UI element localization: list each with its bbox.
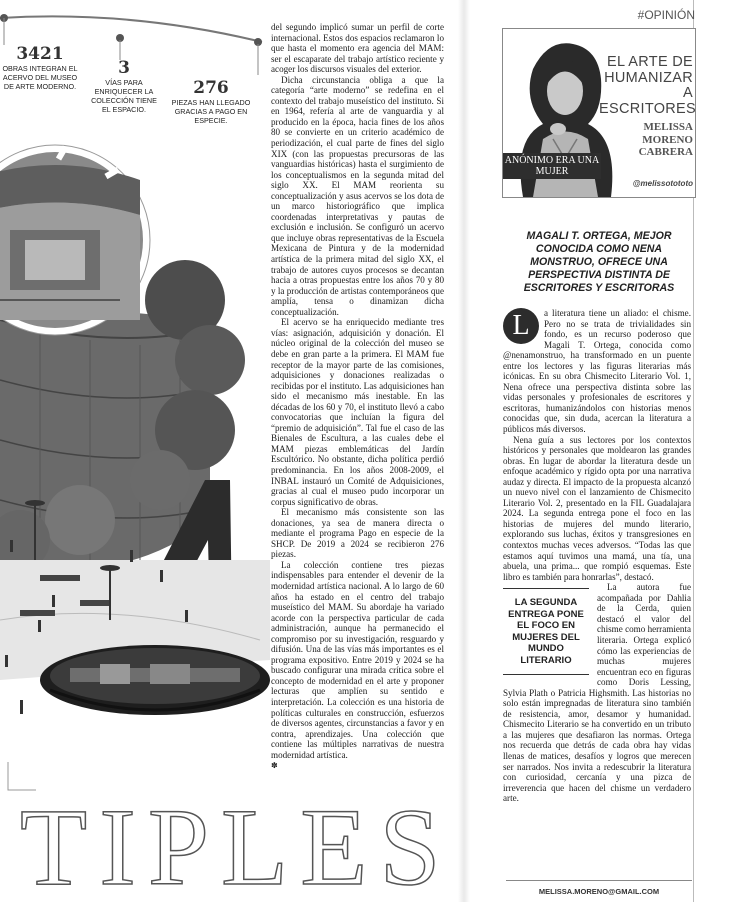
dropcap: L xyxy=(512,310,530,341)
museum-illustration xyxy=(0,0,270,902)
stat-label: OBRAS INTEGRAN EL ACERVO DEL MUSEO DE ARTE MODERNO. xyxy=(2,64,78,91)
article-paragraph: La colección contiene tres piezas indispensables para entender el devenir de la modernidad artística nacional. A lo largo de 60 años ha estado en el centro del trabajo museístico del MAM. Su abordaje ha variado acorde con la perspectiva particular de cada administración, aunque ha permanecido el compromiso por su investigación, resguardo y difusión. Una de las vías más importantes es el programa expositivo. Entre 2019 y 2024 se ha buscado configurar una mirada crítica sobre el concepto de modernidad en el arte y proponer lecturas que amplíen su sentido e interpretación. La colección es una historia de políticas culturales en construcción, esfuerzos de diversos agentes, circunstancias a favor y en contra, aprendizajes. Una colección que contiene las múltiples narrativas de nuestra modernidad artística. xyxy=(271,559,444,760)
column-header xyxy=(502,28,696,198)
article-paragraph: El acervo se ha enriquecido mediante tres vías: asignación, adquisición y donación. El núcleo original de la colección del museo se debe en gran parte a la primera. El MAM fue receptor de la mayor parte de las comisiones, adquisiciones y donaciones realizadas o recibidas por el instituto. Las adquisiciones han sido el mecanismo más inestable. En las décadas de los 60 y 70, el instituto llevó a cabo convocatorias que incluían la figura del “premio de adquisición”. Tal fue el caso de las Bienales de Escultura, a las cuales debe el MAM piezas emblemáticas del Jardín Escultórico. No obstante, dicha política perdió predominancia. En los años 2008-2009, el INBAL instauró un Comité de Adquisiciones, gracias al cual el museo pudo incorporar un corpus significativo de obras. xyxy=(271,317,444,507)
author-handle: @melissotototo xyxy=(632,179,693,188)
pull-quote-box xyxy=(503,588,589,675)
footer-rule xyxy=(506,880,692,881)
column-paragraph: a literatura tiene un aliado: el chisme. Pero no se trata de trivialidades sin fondo, es un recurso poderoso que Magali T. Ortega, conocida como @nenamonstruo, ha transformado en un puente entre los lectores y las figuras literarias más icónicas. En su obra Chismecito Literario Vol. 1, Nena ofrece una perspectiva distinta sobre las vidas personales y profesionales de escritores y escritoras, humanizándolos con historias menos conocidas que, sin duda, acercan la literatura a públicos más diversos. xyxy=(503,308,691,435)
stat-value: 3 xyxy=(118,58,130,78)
stat-value: 276 xyxy=(193,78,229,98)
author-email: MELISSA.MORENO@GMAIL.COM xyxy=(538,887,660,896)
stat-piezas xyxy=(170,78,252,125)
dropcap-box xyxy=(503,308,539,344)
column-paragraph: Nena guía a sus lectores por los contextos históricos y personales que moldearon las grandes obras. En lugar de abordar la literatura desde un enfoque académico y rígido opta por una narrativa audaz y directa. El impacto de la propuesta alcanzó un nuevo nivel con el lanzamiento de Chismecito Literario Vol. 2, presentado en la FIL Guadalajara 2024. La segunda entrega pone el foco en las historias de mujeres del mundo literario, explorando sus luchas, éxitos y transgresiones en contextos muchas veces adversos. “Todas las que estamos aquí tuvimos una mamá, una tía, una abuela, una prima... que rompió esquemas. Este libro es también para honrarlas”, destacó. xyxy=(503,434,691,582)
article-paragraph: Dicha circunstancia obliga a que la categoría “arte moderno” se redefina en el contexto del trabajo museístico del instituto. Si en 1964, refería al arte de vanguardia y al producido en la época, hacia fines de los años 80 se convierte en un criterio académico de periodización, el cual parte de fines del siglo XIX (con las propuestas precursoras de las vanguardias históricas) hasta el surgimiento de los conceptualismos en la segunda mitad del siglo XX. El MAM reorienta su conceptualización y asus acervos se los dota de un marco historiográfico que implica coordenadas interpretativas y pautas de exclusión e inclusión. Se configuró un acervo que incluye obras representativas de la Escuela Mexicana de Pintura y de la modernidad artística de la primera mitad del siglo XX, el trabajo de autores cuyos procesos se decantan hacia a otras propuestas entre los años 70 y 80 y la producción de artistas contemporáneos que amplía, tensa o dinamizan dicha conceptualización. xyxy=(271,74,444,317)
stat-label: PIEZAS HAN LLEGADO GRACIAS A PAGO EN ESPECIE. xyxy=(171,98,251,125)
stat-label: VÍAS PARA ENRIQUECER LA COLECCIÓN TIENE EL ESPACIO. xyxy=(91,78,157,114)
stat-value: 3421 xyxy=(16,44,64,64)
end-mark-icon: ✽ xyxy=(271,761,278,771)
stat-obras xyxy=(0,44,80,91)
section-tag: #OPINIÓN xyxy=(637,8,695,22)
column-name-badge: ANÓNIMO ERA UNA MUJER xyxy=(504,155,600,177)
page-gutter xyxy=(458,0,470,902)
article-paragraph: del segundo implicó sumar un perfil de corte internacional. Estos dos espacios reclamaron lo que hasta el momento era agencia del MAM: ser el escaparate del trabajo artístico reciente y acoger los discursos visuales del exterior. xyxy=(271,22,444,75)
article-paragraph: El mecanismo más consistente son las donaciones, ya sea de manera directa o mediante el programa Pago en especie de la SHCP. De 2019 a 2024 se recibieron 276 piezas. xyxy=(271,507,444,560)
article-body xyxy=(271,22,444,771)
column-body xyxy=(503,308,691,868)
column-title: EL ARTE DE HUMANIZAR A ESCRITORES xyxy=(599,54,697,117)
pull-quote: LA SEGUNDA ENTREGA PONE EL FOCO EN MUJERES DEL MUNDO LITERARIO xyxy=(508,597,584,666)
headline-fragment: TIPLES xyxy=(20,786,453,908)
stat-vias xyxy=(86,58,162,114)
column-paragraph: La autora fue acompañada por Dahlia de la Cerda, quien destacó el valor del chisme como herramienta literaria. Ortega explicó cómo las experiencias de muchas mujeres encuentran eco en figuras como Doris Lessing, Sylvia Plath o Patricia Highsmith. Las historias no solo están impregnadas de literatura sino también de resistencia, amor, desamor y humanidad. Chismecito Literario se ha convertido en un tributo a las mujeres que desafiaron las normas. Ortega nos recuerda que detrás de cada obra hay vidas llenas de matices, desafíos y logros que merecen ser narrados. Nos invita a redescubrir la literatura con curiosidad, cercanía y una pizca de irreverencia que hacen del chisme un verdadero arte. xyxy=(503,582,691,804)
author-name: MELISSA MORENO CABRERA xyxy=(638,121,693,158)
column-deck: MAGALI T. ORTEGA, MEJOR CONOCIDA COMO NENA MONSTRUO, OFRECE UNA PERSPECTIVA DISTINTA DE ESCRITORES Y ESCRITORAS xyxy=(523,230,675,294)
